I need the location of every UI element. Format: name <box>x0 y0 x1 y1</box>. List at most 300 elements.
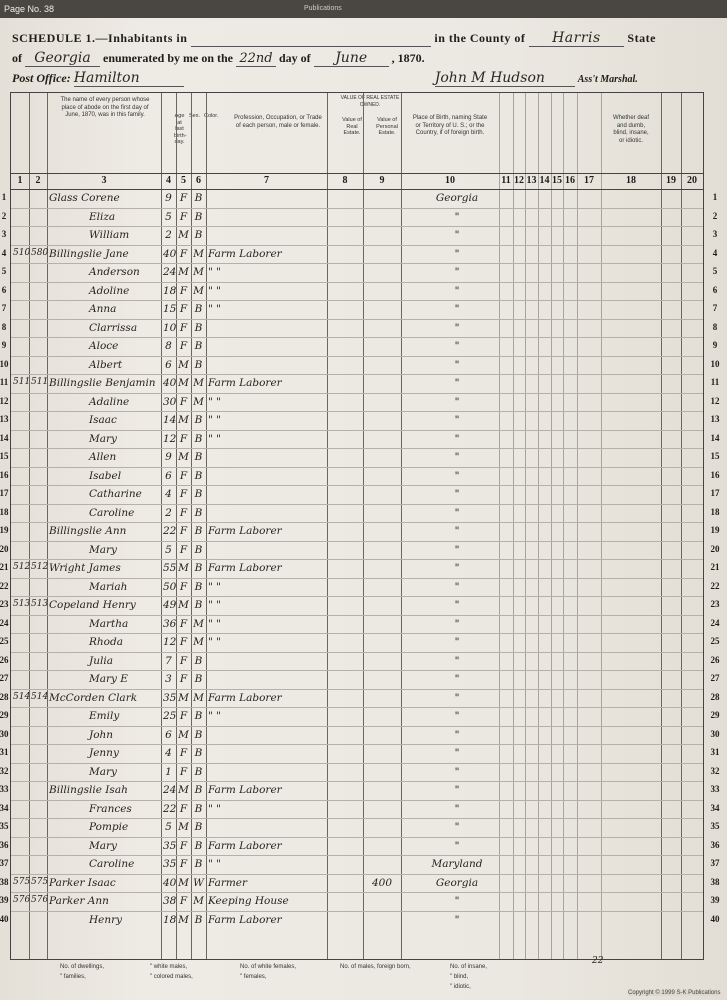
left-row-number: 2 <box>1 210 7 221</box>
age-cell: 8 <box>165 340 172 352</box>
row-rule <box>11 522 703 523</box>
column-divider <box>176 93 177 959</box>
column-number: 4 <box>166 175 171 186</box>
birthplace-cell: " <box>454 580 460 593</box>
column-number: 1 <box>17 175 23 186</box>
row-rule <box>11 467 703 468</box>
column-number: 17 <box>584 175 594 186</box>
birthplace-cell: " <box>454 562 460 574</box>
age-cell: 2 <box>165 506 172 519</box>
person-name: Billingslie Jane <box>49 247 129 260</box>
birthplace-cell: " <box>454 247 460 260</box>
enumeration-month: June <box>314 50 389 67</box>
row-rule <box>11 763 703 764</box>
birthplace-cell: " <box>454 617 460 630</box>
left-row-number: 36 <box>0 839 9 850</box>
left-row-number: 12 <box>0 395 9 406</box>
age-cell: 4 <box>165 747 172 759</box>
person-name: Caroline <box>89 506 135 519</box>
person-name: Billingslie Benjamin <box>49 377 156 389</box>
right-row-number: 6 <box>712 284 718 295</box>
age-cell: 22 <box>163 802 177 815</box>
column-divider <box>577 93 578 959</box>
personal-estate-cell: 400 <box>371 876 393 889</box>
right-row-number: 1 <box>712 192 718 202</box>
column-number: 14 <box>539 175 550 186</box>
birthplace-cell: " <box>454 913 460 926</box>
color-cell: B <box>194 358 203 371</box>
right-row-number: 34 <box>710 802 720 813</box>
age-cell: 3 <box>165 673 172 685</box>
header-rule <box>11 189 703 190</box>
copyright-notice: Copyright © 1999 S-K Publications <box>628 990 721 996</box>
person-name: Jenny <box>89 747 119 759</box>
column-head-name: The name of every person whose place of abode on the first day of June, 1870, was in this family. <box>60 97 150 118</box>
right-row-number: 36 <box>710 839 720 850</box>
row-rule <box>11 319 703 320</box>
column-number: 15 <box>552 175 562 186</box>
column-divider <box>363 93 364 959</box>
left-row-number: 1 <box>1 192 7 202</box>
color-cell: B <box>194 710 203 722</box>
column-divider <box>206 93 207 959</box>
column-head-disability: Whether deaf and dumb, blind, insane, or idiotic. <box>612 115 650 144</box>
sex-cell: F <box>179 192 188 204</box>
right-row-number: 4 <box>712 247 718 258</box>
column-divider <box>47 93 48 959</box>
publisher-label: Publications <box>304 5 342 12</box>
age-cell: 7 <box>165 654 172 667</box>
birthplace-cell: " <box>454 469 460 482</box>
age-cell: 5 <box>165 821 172 833</box>
row-rule <box>11 652 703 653</box>
row-rule <box>11 633 703 634</box>
occupation-cell: " " <box>208 432 221 445</box>
birthplace-cell: " <box>454 691 460 704</box>
birthplace-cell: " <box>454 358 460 371</box>
birthplace-cell: " <box>454 821 460 833</box>
color-cell: B <box>194 858 203 870</box>
birthplace-cell: " <box>454 895 460 907</box>
birthplace-cell: Georgia <box>435 876 479 889</box>
age-cell: 5 <box>165 543 172 556</box>
sex-cell: M <box>178 913 189 926</box>
sex-cell: F <box>179 710 188 722</box>
occupation-cell: Farm Laborer <box>208 839 282 852</box>
age-cell: 24 <box>163 266 177 278</box>
right-row-number: 30 <box>710 728 720 739</box>
left-row-number: 14 <box>0 432 9 443</box>
person-name: Isaac <box>89 414 117 426</box>
age-cell: 36 <box>163 617 177 630</box>
sex-cell: M <box>178 451 189 463</box>
left-row-number: 9 <box>1 340 7 350</box>
family-number: 513 <box>31 599 49 609</box>
age-cell: 6 <box>165 728 172 741</box>
census-table <box>10 92 704 960</box>
right-row-number: 20 <box>710 543 720 554</box>
person-name: Billingslie Isah <box>49 784 128 796</box>
birthplace-cell: Georgia <box>435 192 479 204</box>
column-number: 7 <box>264 175 269 186</box>
right-row-number: 14 <box>710 432 720 443</box>
left-row-number: 35 <box>0 821 9 831</box>
person-name: Mariah <box>89 580 128 593</box>
person-name: Mary <box>89 839 117 852</box>
person-name: Adaline <box>89 395 130 408</box>
birthplace-cell: " <box>454 266 460 278</box>
color-cell: B <box>194 451 203 463</box>
left-row-number: 31 <box>0 747 9 757</box>
age-cell: 18 <box>163 913 177 926</box>
row-rule <box>11 578 703 579</box>
occupation-cell: " " <box>208 414 221 426</box>
color-cell: B <box>194 321 203 334</box>
age-cell: 9 <box>165 451 172 463</box>
left-row-number: 37 <box>0 858 9 868</box>
row-rule <box>11 411 703 412</box>
right-row-number: 12 <box>710 395 720 406</box>
footer-dwellings: No. of dwellings, <box>60 964 105 970</box>
sex-cell: M <box>178 691 189 704</box>
person-name: Anna <box>89 303 117 315</box>
marshal-title: Ass't Marshal. <box>577 74 638 85</box>
post-office-line: Post Office: Hamilton John M Hudson Ass't Marshal. <box>12 70 638 86</box>
occupation-cell: " " <box>208 395 221 408</box>
schedule-enumeration: of Georgia enumerated by me on the 22nd day of June , 1870. <box>12 50 425 66</box>
left-row-number: 22 <box>0 580 9 591</box>
row-rule <box>11 245 703 246</box>
right-row-number: 15 <box>710 451 720 461</box>
age-cell: 6 <box>165 358 172 371</box>
color-cell: M <box>193 377 204 389</box>
person-name: Mary <box>89 432 117 445</box>
birthplace-cell: " <box>454 432 460 445</box>
column-number: 2 <box>35 175 41 186</box>
left-row-number: 10 <box>0 358 9 369</box>
color-cell: B <box>194 303 203 315</box>
sex-cell: F <box>179 673 188 685</box>
sex-cell: F <box>179 858 188 870</box>
birthplace-cell: " <box>454 525 460 537</box>
age-cell: 50 <box>163 580 177 593</box>
column-divider <box>401 93 402 959</box>
color-cell: M <box>193 636 204 648</box>
sex-cell: F <box>179 654 188 667</box>
birthplace-cell: " <box>454 654 460 667</box>
birthplace-cell: " <box>454 673 460 685</box>
column-head-occupation: Profession, Occupation, or Trade of each person, male or female. <box>234 115 322 129</box>
right-row-number: 37 <box>710 858 720 868</box>
color-cell: B <box>194 432 203 445</box>
column-divider <box>327 93 328 959</box>
sex-cell: F <box>179 636 188 648</box>
right-row-number: 38 <box>710 876 720 887</box>
row-rule <box>11 596 703 597</box>
footer-insane: No. of insane, <box>450 964 488 970</box>
sex-cell: F <box>179 247 188 260</box>
age-cell: 12 <box>163 636 177 648</box>
color-cell: B <box>194 506 203 519</box>
left-row-number: 30 <box>0 728 9 739</box>
column-divider <box>191 93 192 959</box>
person-name: Clarrissa <box>89 321 138 334</box>
sex-cell: F <box>179 506 188 519</box>
sex-cell: M <box>178 377 189 389</box>
left-row-number: 33 <box>0 784 9 794</box>
age-cell: 18 <box>163 284 177 297</box>
row-rule <box>11 837 703 838</box>
footer-white-females: No. of white females, <box>240 964 297 970</box>
row-rule <box>11 430 703 431</box>
header-bar <box>0 0 727 18</box>
age-cell: 40 <box>163 247 177 260</box>
left-row-number: 3 <box>1 229 7 239</box>
birthplace-cell: " <box>454 543 460 556</box>
column-number: 9 <box>379 175 385 186</box>
left-row-number: 18 <box>0 506 9 517</box>
right-row-number: 16 <box>710 469 720 480</box>
sex-cell: M <box>178 414 189 426</box>
occupation-cell: " " <box>208 303 221 315</box>
dwelling-number: 511 <box>13 377 31 387</box>
column-divider <box>551 93 552 959</box>
sex-cell: F <box>179 543 188 556</box>
sex-cell: F <box>179 580 188 593</box>
birthplace-cell: Maryland <box>431 858 483 870</box>
age-cell: 35 <box>163 858 177 870</box>
occupation-cell: Farmer <box>208 876 248 889</box>
left-row-number: 38 <box>0 876 9 887</box>
column-number: 8 <box>342 175 348 186</box>
age-cell: 24 <box>163 784 177 796</box>
color-cell: M <box>193 691 204 704</box>
sex-cell: F <box>179 895 188 907</box>
birthplace-cell: " <box>454 284 460 297</box>
sex-cell: M <box>178 821 189 833</box>
person-name: Eliza <box>89 210 116 223</box>
sex-cell: F <box>179 839 188 852</box>
birthplace-cell: " <box>454 321 460 334</box>
right-row-number: 40 <box>710 913 720 924</box>
person-name: Mary <box>89 765 117 778</box>
right-row-number: 39 <box>710 895 720 905</box>
right-row-number: 31 <box>710 747 720 757</box>
family-number: 514 <box>31 691 49 702</box>
row-rule <box>11 744 703 745</box>
sex-cell: F <box>179 284 188 297</box>
person-name: Isabel <box>89 469 122 482</box>
person-name: Frances <box>89 802 132 815</box>
color-cell: B <box>194 765 203 778</box>
occupation-cell: " " <box>208 580 221 593</box>
occupation-cell: Farm Laborer <box>208 913 282 926</box>
left-row-number: 8 <box>1 321 7 332</box>
left-row-number: 40 <box>0 913 9 924</box>
birthplace-cell: " <box>454 802 460 815</box>
person-name: Anderson <box>89 266 140 278</box>
occupation-cell: " " <box>208 266 221 278</box>
birthplace-cell: " <box>454 229 460 241</box>
person-name: Mary <box>89 543 117 556</box>
occupation-cell: Farm Laborer <box>208 247 282 260</box>
row-rule <box>11 800 703 801</box>
row-rule <box>11 726 703 727</box>
color-cell: B <box>194 747 203 759</box>
left-row-number: 21 <box>0 562 9 572</box>
sex-cell: F <box>179 747 188 759</box>
right-row-number: 2 <box>712 210 718 221</box>
left-row-number: 5 <box>1 266 7 276</box>
birthplace-cell: " <box>454 414 460 426</box>
column-number: 5 <box>181 175 186 186</box>
birthplace-cell: " <box>454 765 460 778</box>
person-name: Emily <box>89 710 120 722</box>
left-row-number: 26 <box>0 654 9 665</box>
column-divider <box>601 93 602 959</box>
column-number: 20 <box>687 175 697 186</box>
color-cell: B <box>194 913 203 926</box>
column-divider <box>513 93 514 959</box>
row-rule <box>11 208 703 209</box>
right-row-number: 24 <box>710 617 720 628</box>
left-row-number: 39 <box>0 895 9 905</box>
sex-cell: F <box>179 321 188 334</box>
occupation-cell: Farm Laborer <box>208 784 282 796</box>
color-cell: M <box>193 617 204 630</box>
color-cell: B <box>194 469 203 482</box>
birthplace-cell: " <box>454 210 460 223</box>
color-cell: B <box>194 488 203 500</box>
person-name: Copeland Henry <box>49 599 136 611</box>
birthplace-cell: " <box>454 747 460 759</box>
left-row-number: 24 <box>0 617 9 628</box>
occupation-cell: " " <box>208 636 221 648</box>
left-row-number: 19 <box>0 525 9 535</box>
right-row-number: 26 <box>710 654 720 665</box>
birthplace-cell: " <box>454 636 460 648</box>
age-cell: 9 <box>165 192 172 204</box>
person-name: Billingslie Ann <box>49 525 127 537</box>
column-head-birthplace: Place of Birth, naming State or Territory of U. S.; or the Country, if of foreign birth. <box>412 115 488 136</box>
footer-blind: " blind, <box>450 974 469 980</box>
row-rule <box>11 393 703 394</box>
right-row-number: 9 <box>712 340 718 350</box>
row-rule <box>11 374 703 375</box>
person-name: Allen <box>89 451 117 463</box>
person-name: Mary E <box>89 673 128 685</box>
color-cell: B <box>194 784 203 796</box>
birthplace-cell: " <box>454 377 460 389</box>
right-row-number: 18 <box>710 506 720 517</box>
left-row-number: 15 <box>0 451 9 461</box>
column-divider <box>661 93 662 959</box>
column-divider <box>161 93 162 959</box>
column-number: 18 <box>626 175 636 186</box>
sheet-number: Page No. 38 <box>4 4 55 14</box>
left-row-number: 27 <box>0 673 9 683</box>
row-rule <box>11 337 703 338</box>
birthplace-cell: " <box>454 488 460 500</box>
birthplace-cell: " <box>454 303 460 315</box>
birthplace-cell: " <box>454 784 460 796</box>
column-number: 13 <box>526 175 537 186</box>
age-cell: 40 <box>163 377 177 389</box>
color-cell: B <box>194 802 203 815</box>
birthplace-cell: " <box>454 839 460 852</box>
left-row-number: 11 <box>0 377 9 387</box>
color-cell: B <box>194 210 203 223</box>
age-cell: 22 <box>163 525 177 537</box>
person-name: Catharine <box>89 488 142 500</box>
color-cell: B <box>194 839 203 852</box>
sex-cell: M <box>178 599 189 611</box>
age-cell: 12 <box>163 432 177 445</box>
column-number: 19 <box>666 175 676 186</box>
row-rule <box>11 485 703 486</box>
left-row-number: 25 <box>0 636 9 646</box>
occupation-cell: Farm Laborer <box>208 691 282 704</box>
sex-cell: M <box>178 876 189 889</box>
color-cell: B <box>194 728 203 741</box>
column-head-personal-estate: Value of Personal Estate. <box>376 117 398 136</box>
birthplace-cell: " <box>454 599 460 611</box>
left-row-number: 17 <box>0 488 9 498</box>
left-row-number: 7 <box>1 303 7 313</box>
occupation-cell: Farm Laborer <box>208 377 282 389</box>
sex-cell: F <box>179 765 188 778</box>
row-rule <box>11 263 703 264</box>
row-rule <box>11 504 703 505</box>
family-number: 575 <box>31 876 49 887</box>
right-row-number: 33 <box>710 784 720 794</box>
sex-cell: F <box>179 303 188 315</box>
birthplace-cell: " <box>454 710 460 722</box>
color-cell: W <box>193 876 204 889</box>
right-row-number: 19 <box>710 525 720 535</box>
occupation-cell: Farm Laborer <box>208 525 282 537</box>
person-name: Rhoda <box>89 636 123 648</box>
sex-cell: F <box>179 340 188 352</box>
sex-cell: F <box>179 210 188 223</box>
right-row-number: 8 <box>712 321 718 332</box>
age-cell: 2 <box>165 229 172 241</box>
row-rule <box>11 300 703 301</box>
left-row-number: 28 <box>0 691 9 702</box>
person-name: Parker Ann <box>49 895 109 907</box>
column-number: 16 <box>565 175 575 186</box>
column-head-real-estate: Value of Real Estate. <box>342 117 362 136</box>
age-cell: 1 <box>165 765 172 778</box>
schedule-title: SCHEDULE 1.—Inhabitants in in the County of Harris State <box>12 30 656 46</box>
sex-cell: F <box>179 525 188 537</box>
footer-colored-males: " colored males, <box>150 974 193 980</box>
row-rule <box>11 818 703 819</box>
row-rule <box>11 670 703 671</box>
age-cell: 35 <box>163 839 177 852</box>
column-number: 11 <box>501 175 511 186</box>
occupation-cell: Farm Laborer <box>208 562 282 574</box>
row-rule <box>11 559 703 560</box>
right-row-number: 21 <box>710 562 720 572</box>
birthplace-cell: " <box>454 728 460 741</box>
column-number: 10 <box>445 175 455 186</box>
person-name: Julia <box>89 654 113 667</box>
dwelling-number: 514 <box>13 691 31 702</box>
row-rule <box>11 226 703 227</box>
row-rule <box>11 892 703 893</box>
color-cell: B <box>194 562 203 574</box>
